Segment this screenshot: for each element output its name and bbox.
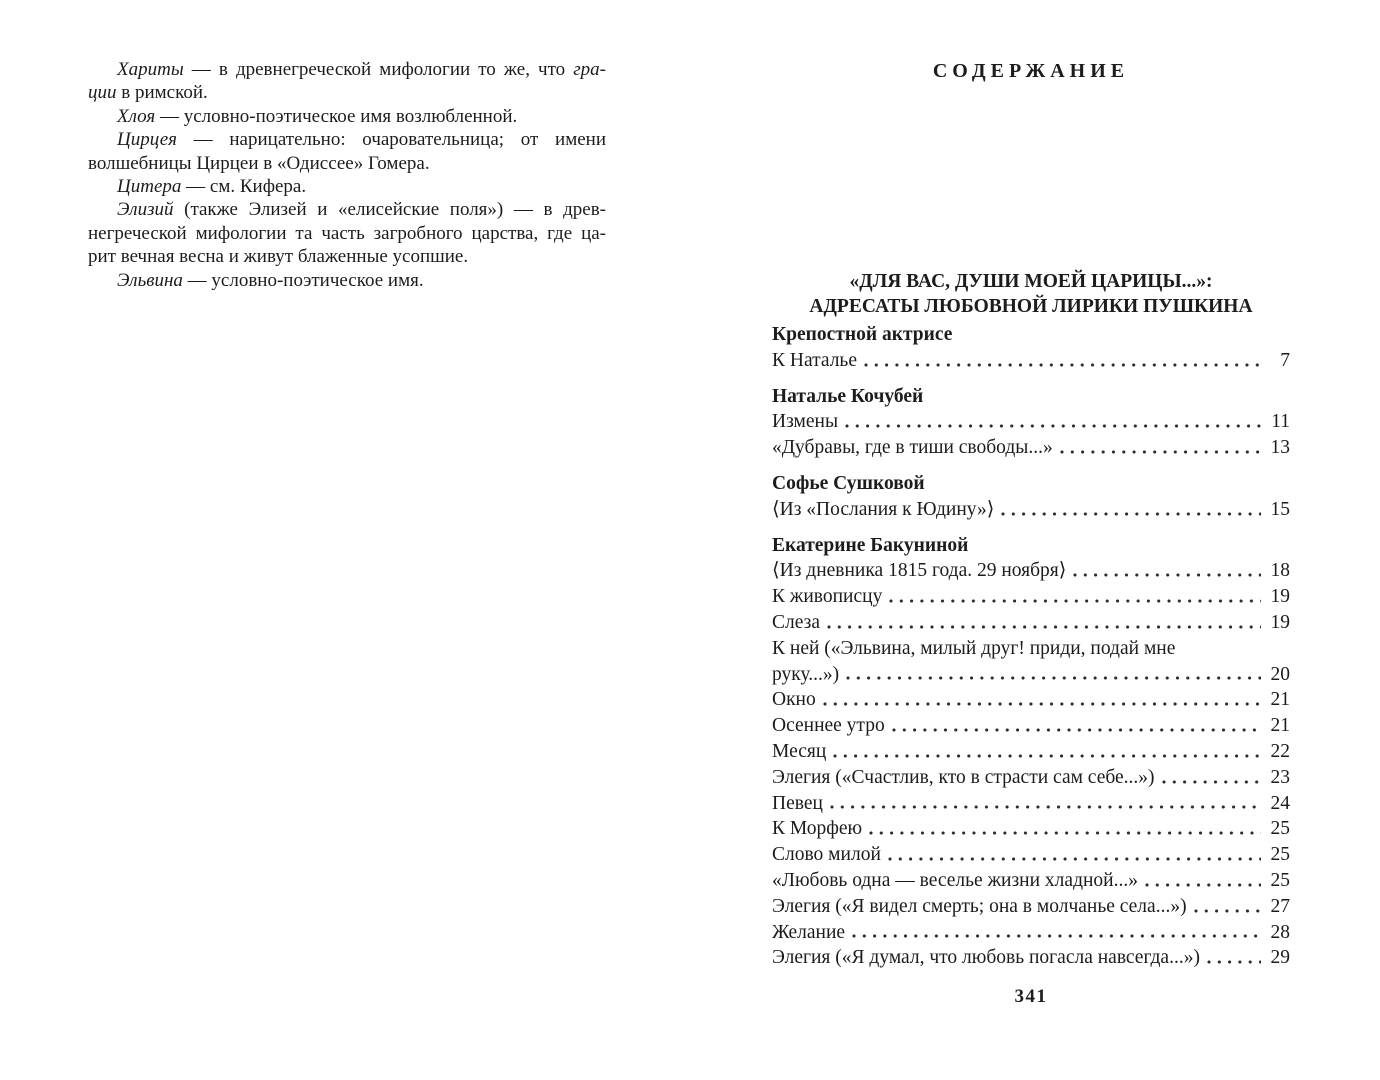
toc-entry — [772, 920, 1290, 946]
dot-leader — [823, 702, 1261, 706]
dot-leader — [1145, 883, 1261, 887]
toc-section-heading — [772, 269, 1290, 319]
toc-entry — [772, 842, 1290, 868]
toc-entry-page-number: 21 — [1270, 715, 1290, 737]
toc-group — [772, 322, 1290, 374]
glossary-text: — в древнегреческой мифологии то же, что — [183, 59, 574, 80]
toc-entry-title: ⟨Из «Послания к Юдину»⟩ — [772, 498, 995, 520]
dot-leader — [869, 831, 1261, 835]
dot-leader — [864, 363, 1261, 367]
toc-entry — [772, 894, 1290, 920]
toc-entry — [772, 435, 1290, 461]
dot-leader — [1207, 960, 1261, 964]
toc-entry-page-number: 11 — [1271, 411, 1290, 433]
toc-entry-page-number: 27 — [1270, 895, 1290, 917]
toc-entry-title: Элегия («Я думал, что любовь погасла навсегда...») — [772, 947, 1200, 969]
toc-entry — [772, 765, 1290, 791]
dot-leader — [1001, 512, 1261, 516]
glossary-line — [88, 222, 606, 245]
toc-entry — [772, 945, 1290, 971]
toc-entry-title: Слеза — [772, 611, 820, 633]
toc-entry-title: Месяц — [772, 740, 827, 762]
toc-entry-page-number: 13 — [1270, 437, 1290, 459]
glossary-term: Хариты — [117, 59, 184, 80]
toc-entry — [772, 610, 1290, 636]
glossary-text: рит вечная весна и живут блаженные усопшие. — [88, 246, 469, 268]
toc-entry-page-number: 22 — [1270, 740, 1290, 762]
dot-leader — [1073, 573, 1261, 577]
toc-title: СОДЕРЖАНИЕ — [932, 60, 1130, 82]
toc-entry — [772, 497, 1290, 523]
toc-entry-title: Измены — [772, 411, 839, 433]
glossary-line — [88, 269, 606, 292]
toc-group — [772, 471, 1290, 523]
glossary-term: ции — [88, 82, 117, 104]
glossary-line — [88, 81, 606, 104]
toc-entry-title: Осеннее утро — [772, 715, 885, 737]
glossary-line — [88, 128, 606, 151]
dot-leader — [852, 934, 1261, 938]
toc-entry-page-number: 20 — [1270, 663, 1290, 685]
glossary-line — [88, 58, 606, 81]
toc-entry-page-number: 24 — [1270, 792, 1290, 814]
toc-entry-title: К Наталье — [772, 349, 857, 371]
toc-entry-page-number: 25 — [1270, 844, 1290, 866]
dot-leader — [889, 599, 1261, 603]
toc-entry — [772, 584, 1290, 610]
glossary-line — [88, 198, 606, 221]
toc-entry-title: К живописцу — [772, 586, 883, 608]
glossary-term: Хлоя — [117, 105, 156, 127]
glossary-term: Элизий — [117, 199, 174, 221]
toc-group — [772, 533, 1290, 972]
toc-entry — [772, 868, 1290, 894]
glossary-line — [88, 152, 606, 175]
glossary-text: волшебницы Цирцеи в «Одиссее» Гомера. — [88, 152, 430, 174]
toc-entry — [772, 791, 1290, 817]
toc-entry — [772, 816, 1290, 842]
toc-entry-title: Слово милой — [772, 844, 881, 866]
toc-list — [772, 322, 1290, 971]
dot-leader — [827, 625, 1261, 629]
toc-entry-title-line1: К ней («Эльвина, милый друг! приди, подай мне — [772, 637, 1176, 659]
dot-leader — [888, 857, 1261, 861]
glossary-line — [88, 245, 606, 268]
toc-section-heading-line1: «ДЛЯ ВАС, ДУШИ МОЕЙ ЦАРИЦЫ...»: — [849, 271, 1213, 292]
glossary-text: (также Элизей и «елисейские поля») — в древ- — [173, 199, 606, 221]
glossary-text: в римской. — [116, 82, 208, 104]
toc-entry-title: «Любовь одна — веселье жизни хладной...» — [772, 869, 1138, 891]
dot-leader — [1060, 450, 1261, 454]
glossary — [88, 58, 606, 292]
glossary-term: гра- — [573, 59, 606, 80]
toc-entry-page-number: 25 — [1270, 818, 1290, 840]
toc-entry — [772, 662, 1290, 688]
toc-group-heading: Екатерине Бакуниной — [772, 534, 969, 556]
dot-leader — [892, 728, 1261, 732]
toc-entry-title: ⟨Из дневника 1815 года. 29 ноября⟩ — [772, 560, 1067, 582]
toc-entry-page-number: 29 — [1270, 947, 1290, 969]
glossary-line — [88, 175, 606, 198]
toc-entry — [772, 713, 1290, 739]
dot-leader — [846, 676, 1261, 680]
toc-entry-page-number: 18 — [1270, 560, 1290, 582]
toc-entry — [772, 348, 1290, 374]
dot-leader — [1162, 780, 1261, 784]
glossary-text: — условно-поэтическое имя возлюбленной. — [155, 105, 518, 127]
toc-entry-page-number: 21 — [1270, 689, 1290, 711]
dot-leader — [1194, 909, 1261, 913]
toc-entry-page-number: 25 — [1270, 869, 1290, 891]
toc-group-heading: Софье Сушковой — [772, 472, 925, 494]
glossary-line — [88, 105, 606, 128]
toc-entry-title: Элегия («Счастлив, кто в страсти сам себе...») — [772, 766, 1155, 788]
glossary-term: Цитера — [117, 176, 182, 198]
toc-entry-title: Окно — [772, 689, 816, 711]
table-of-contents-page — [772, 0, 1290, 1080]
toc-entry-page-number: 19 — [1270, 586, 1290, 608]
toc-entry-title: Элегия («Я видел смерть; она в молчанье села...») — [772, 895, 1187, 917]
glossary-term: Эльвина — [117, 269, 183, 291]
toc-entry-page-number: 23 — [1270, 766, 1290, 788]
dot-leader — [833, 754, 1261, 758]
toc-entry-page-number: 15 — [1270, 498, 1290, 520]
toc-group-heading: Крепостной актрисе — [772, 324, 953, 345]
glossary-text: — условно-поэтическое имя. — [182, 269, 424, 291]
glossary-text: — нарицательно: очаровательница; от имени — [176, 129, 606, 151]
dot-leader — [830, 805, 1261, 809]
toc-entry — [772, 687, 1290, 713]
toc-group — [772, 384, 1290, 461]
toc-entry-title: руку...») — [772, 663, 840, 685]
toc-entry-page-number: 7 — [1280, 349, 1290, 371]
glossary-text: негреческой мифологии та часть загробного царства, где ца- — [88, 222, 606, 244]
toc-entry — [772, 558, 1290, 584]
toc-entry — [772, 739, 1290, 765]
toc-entry-page-number: 28 — [1270, 921, 1290, 943]
toc-entry — [772, 409, 1290, 435]
toc-entry-page-number: 19 — [1270, 611, 1290, 633]
toc-group-heading: Наталье Кочубей — [772, 385, 924, 407]
toc-entry-title: К Морфею — [772, 818, 863, 840]
toc-section-heading-line2: АДРЕСАТЫ ЛЮБОВНОЙ ЛИРИКИ ПУШКИНА — [809, 296, 1253, 317]
dot-leader — [845, 424, 1261, 428]
glossary-term: Цирцея — [117, 129, 177, 151]
page-number-folio: 341 — [1014, 986, 1048, 1007]
toc-entry-title: Желание — [772, 921, 846, 943]
glossary-text: — см. Кифера. — [181, 176, 307, 198]
toc-entry-title: Певец — [772, 792, 823, 814]
toc-entry-title: «Дубравы, где в тиши свободы...» — [772, 437, 1053, 459]
